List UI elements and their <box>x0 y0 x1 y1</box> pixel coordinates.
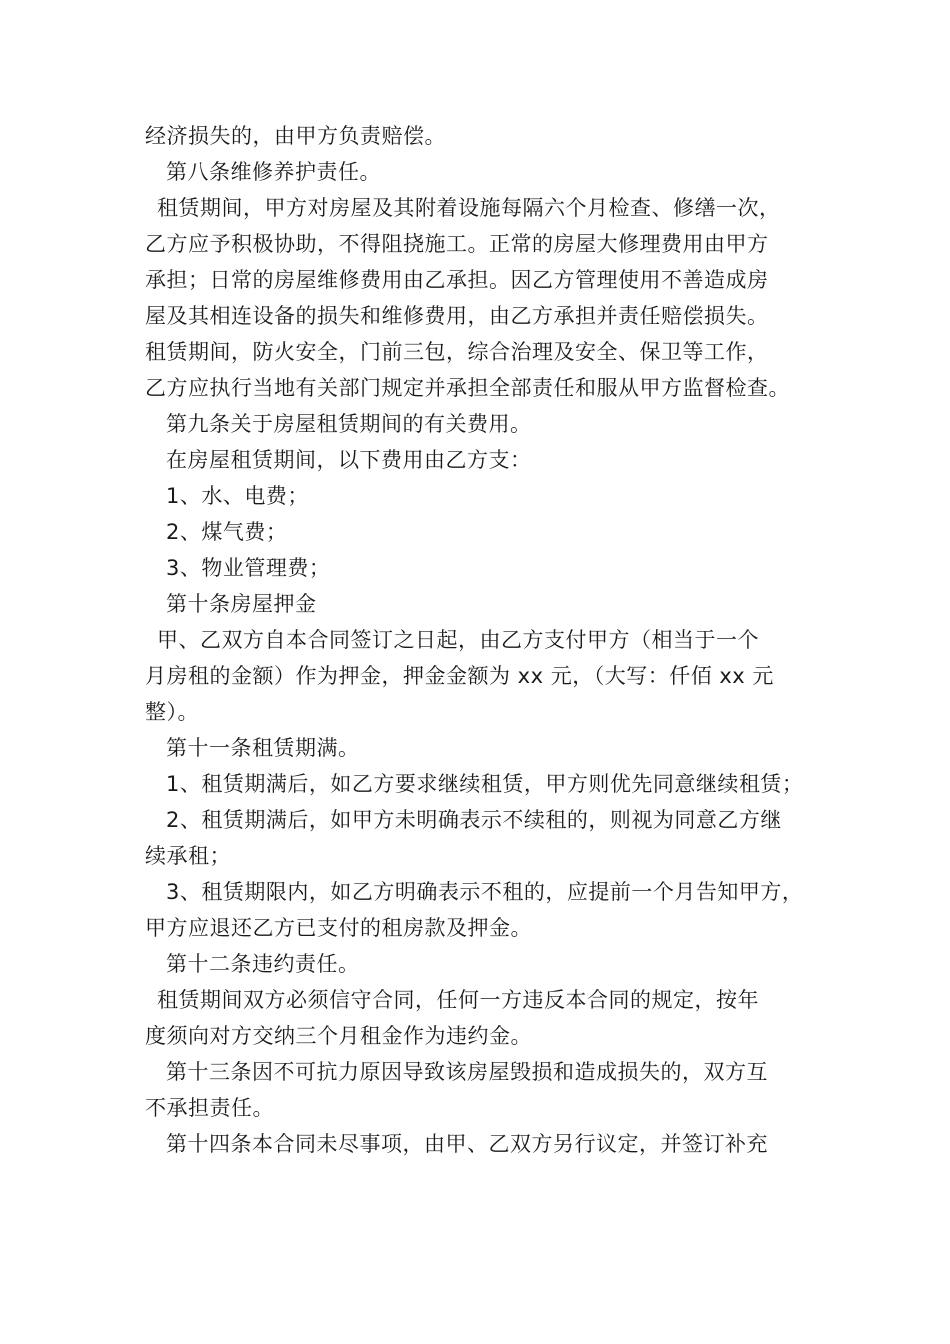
text-line: 第九条关于房屋租赁期间的有关费用。 <box>166 412 532 436</box>
text-line: 乙方应予积极协助，不得阻挠施工。正常的房屋大修理费用由甲方 <box>145 232 769 256</box>
list-item: 1、租赁期满后，如乙方要求继续租赁，甲方则优先同意继续租赁； <box>166 772 804 796</box>
text-line: 甲、乙双方自本合同签订之日起，由乙方支付甲方（相当于一个 <box>157 628 759 652</box>
text-line: 屋及其相连设备的损失和维修费用，由乙方承担并责任赔偿损失。 <box>145 304 769 328</box>
text-line: 甲方应退还乙方已支付的租房款及押金。 <box>145 916 532 940</box>
text-line: 第十三条因不可抗力原因导致该房屋毁损和造成损失的，双方互 <box>166 1060 768 1084</box>
list-item: 1、水、电费； <box>166 484 309 508</box>
text-line: 不承担责任。 <box>145 1096 274 1120</box>
text-line: 在房屋租赁期间，以下费用由乙方支： <box>166 448 532 472</box>
list-item: 2、煤气费； <box>166 520 288 544</box>
text-line: 租赁期间双方必须信守合同，任何一方违反本合同的规定，按年 <box>157 988 759 1012</box>
text-line: 度须向对方交纳三个月租金作为违约金。 <box>145 1024 532 1048</box>
text-line: 月房租的金额）作为押金，押金金额为 xx 元，（大写：仟佰 xx 元 <box>145 664 774 688</box>
text-line: 整）。 <box>145 700 199 724</box>
text-line: 第十一条租赁期满。 <box>166 736 360 760</box>
list-item: 2、租赁期满后，如甲方未明确表示不续租的，则视为同意乙方继 <box>166 808 782 832</box>
text-line: 租赁期间，甲方对房屋及其附着设施每隔六个月检查、修缮一次， <box>157 196 781 220</box>
text-line: 承担；日常的房屋维修费用由乙承担。因乙方管理使用不善造成房 <box>145 268 769 292</box>
text-line: 经济损失的，由甲方负责赔偿。 <box>145 124 446 148</box>
contract-text <box>145 118 815 1162</box>
text-line: 第八条维修养护责任。 <box>166 160 381 184</box>
text-line: 第十四条本合同未尽事项，由甲、乙双方另行议定，并签订补充 <box>166 1132 768 1156</box>
list-item: 3、租赁期限内，如乙方明确表示不租的，应提前一个月告知甲方， <box>166 880 804 904</box>
text-line: 续承租； <box>145 844 231 868</box>
text-line: 乙方应执行当地有关部门规定并承担全部责任和服从甲方监督检查。 <box>145 376 790 400</box>
text-line: 租赁期间，防火安全，门前三包，综合治理及安全、保卫等工作， <box>145 340 769 364</box>
text-line: 第十二条违约责任。 <box>166 952 360 976</box>
list-item: 3、物业管理费； <box>166 556 331 580</box>
text-line: 第十条房屋押金 <box>166 592 317 616</box>
